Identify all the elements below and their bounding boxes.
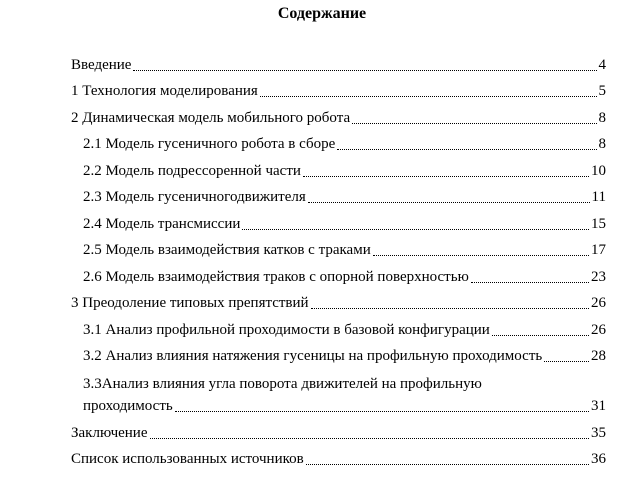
toc-entry-conclusion: [71, 423, 606, 450]
toc-entry-title: Введение: [71, 56, 132, 73]
toc-entry-section-2-1: [71, 135, 606, 162]
dot-leader: [373, 255, 589, 256]
toc-entry-chapter-2: [71, 108, 606, 135]
toc-entry-section-2-2: [71, 161, 606, 188]
dot-leader: [150, 438, 590, 439]
toc-entry-line-2: [83, 398, 606, 423]
toc-entry-title: 2.5 Модель взаимодействия катков с траками: [83, 242, 371, 258]
toc-entry-section-2-5: [71, 241, 606, 268]
toc-entry-page: 31: [591, 398, 606, 414]
toc-entry-title-line-2: проходимость: [83, 398, 173, 414]
toc-entry-title: 2 Динамическая модель мобильного робота: [71, 109, 351, 126]
toc-entry-title: 3.1 Анализ профильной проходимости в базовой конфигурации: [83, 321, 490, 338]
dot-leader: [175, 411, 589, 412]
toc-entry-page: 11: [591, 189, 606, 205]
toc-entry-chapter-1: [71, 82, 606, 109]
toc-entry-title: 2.4 Модель трансмиссии: [83, 215, 241, 232]
dot-leader: [133, 70, 596, 71]
toc-entry-title: 2.1 Модель гусеничного робота в сборе: [83, 136, 336, 152]
toc-entry-page: 26: [591, 295, 606, 311]
dot-leader: [311, 308, 589, 309]
toc-entry-references: [71, 450, 606, 477]
toc-entry-title: 2.2 Модель подрессоренной части: [83, 162, 301, 179]
dot-leader: [260, 96, 597, 97]
toc-entry-page: 35: [591, 424, 606, 441]
toc-entry-title: 2.3 Модель гусеничногодвижителя: [83, 189, 306, 205]
toc-entry-page: 10: [591, 162, 606, 179]
toc-entry-title-line-1: 3.3Анализ влияния угла поворота движителей на профильную: [83, 376, 482, 392]
toc-entry-chapter-3: [71, 294, 606, 321]
dot-leader: [544, 361, 589, 362]
toc-entry-title: 3.2 Анализ влияния натяжения гусеницы на профильную проходимость: [83, 348, 543, 364]
toc-entry-title: 2.6 Модель взаимодействия траков с опорной поверхностью: [83, 268, 469, 285]
dot-leader: [242, 229, 589, 230]
toc-entry-page: 5: [598, 83, 606, 99]
toc-entry-section-3-1: [71, 320, 606, 347]
toc-entry-page: 36: [591, 451, 606, 467]
toc-entry-page: 28: [591, 348, 606, 364]
document-heading: Содержание: [277, 5, 367, 22]
toc-entry-page: 8: [598, 136, 606, 152]
table-of-contents: [71, 55, 606, 476]
toc-entry-page: 23: [591, 268, 606, 285]
toc-entry-section-2-6: [71, 267, 606, 294]
toc-entry-introduction: [71, 55, 606, 82]
dot-leader: [337, 149, 596, 150]
toc-entry-page: 26: [591, 321, 606, 338]
toc-entry-section-3-2: [71, 347, 606, 374]
toc-entry-page: 17: [591, 242, 606, 258]
toc-entry-page: 8: [598, 109, 606, 126]
toc-entry-title: 3 Преодоление типовых препятствий: [71, 295, 309, 311]
dot-leader: [303, 176, 589, 177]
toc-entry-section-2-3: [71, 188, 606, 215]
dot-leader: [471, 282, 589, 283]
toc-entry-section-3-3: [71, 373, 606, 423]
toc-entry-page: 15: [591, 215, 606, 232]
dot-leader: [306, 464, 589, 465]
toc-entry-title: 1 Технология моделирования: [71, 83, 258, 99]
toc-entry-page: 4: [598, 56, 606, 73]
dot-leader: [492, 335, 589, 336]
toc-entry-section-2-4: [71, 214, 606, 241]
dot-leader: [352, 123, 596, 124]
toc-entry-title: Заключение: [71, 424, 148, 441]
dot-leader: [308, 202, 590, 203]
toc-entry-title: Список использованных источников: [71, 451, 304, 467]
